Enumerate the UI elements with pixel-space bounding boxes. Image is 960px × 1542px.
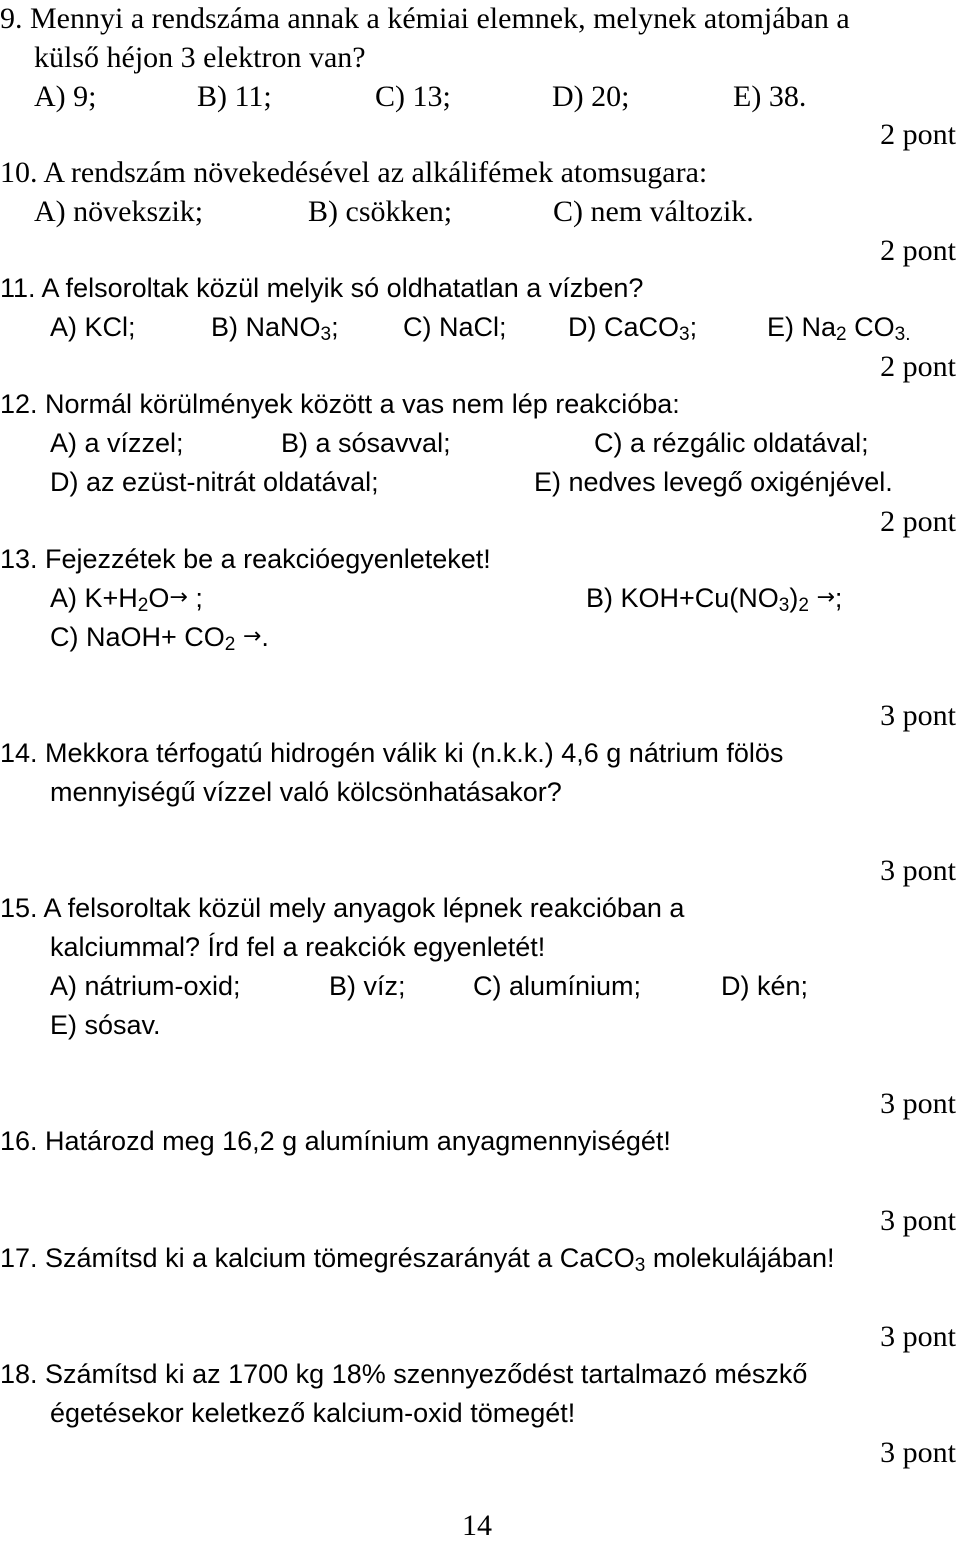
q14-text-line2: mennyiségű vízzel való kölcsönhatásakor? — [50, 777, 562, 807]
q10-text: 10. A rendszám növekedésével az alkálifémek atomsugara: — [0, 156, 708, 189]
q15-option-a: A) nátrium-oxid; — [50, 971, 241, 1001]
q18-text-line2: égetésekor keletkező kalcium-oxid tömegét! — [50, 1398, 576, 1428]
q13-text: 13. Fejezzétek be a reakcióegyenleteket! — [0, 544, 491, 574]
q12-option-d: D) az ezüst-nitrát oldatával; — [50, 467, 379, 497]
q11-option-b: B) NaNO$_3$; — [211, 312, 339, 345]
q16-points: 3 pont — [880, 1204, 956, 1237]
q16-text: 16. Határozd meg 16,2 g alumínium anyagmennyiségét! — [0, 1126, 671, 1156]
q9-option-b: B) 11; — [197, 80, 272, 113]
q11-option-c: C) NaCl; — [403, 312, 507, 342]
q11-points: 2 pont — [880, 350, 956, 383]
q13-points: 3 pont — [880, 699, 956, 732]
q12-points: 2 pont — [880, 505, 956, 538]
arrow-icon: → — [169, 585, 188, 610]
q12-option-c: C) a rézgálic oldatával; — [594, 428, 869, 458]
q12-option-a: A) a vízzel; — [50, 428, 184, 458]
arrow-icon: → — [242, 624, 262, 649]
q15-option-d: D) kén; — [721, 971, 809, 1001]
q15-option-c: C) alumínium; — [473, 971, 642, 1001]
q9-text-line1: 9. Mennyi a rendszáma annak a kémiai elemnek, melynek atomjában a — [0, 2, 850, 35]
q9-points: 2 pont — [880, 118, 956, 151]
q14-points: 3 pont — [880, 854, 956, 887]
q10-option-b: B) csökken; — [308, 195, 453, 228]
q15-option-e: E) sósav. — [50, 1010, 161, 1040]
q11-option-a: A) KCl; — [50, 312, 136, 342]
q15-points: 3 pont — [880, 1087, 956, 1120]
q9-option-c: C) 13; — [375, 80, 451, 113]
q11-option-e: E) $Na_2$ $CO_{3.}$ — [767, 312, 911, 345]
q10-points: 2 pont — [880, 234, 956, 267]
q9-option-e: E) 38. — [733, 80, 807, 113]
q13-equation-c: C) NaOH+ $CO_2$ →. — [50, 622, 269, 655]
q12-text: 12. Normál körülmények között a vas nem lép reakcióba: — [0, 389, 680, 419]
q15-option-b: B) víz; — [329, 971, 406, 1001]
q9-text-line2: külső héjon 3 elektron van? — [34, 41, 366, 74]
q17-text: 17. Számítsd ki a kalcium tömegrészarányát a CaCO$_3$ molekulájában! — [0, 1243, 835, 1276]
q12-option-b: B) a sósavval; — [281, 428, 451, 458]
q15-text-line2: kalciummal? Írd fel a reakciók egyenletét! — [50, 932, 546, 962]
q13-equation-a: A) $K+H_2O\to$ ; — [50, 583, 203, 616]
q17-points: 3 pont — [880, 1320, 956, 1353]
q10-option-c: C) nem változik. — [553, 195, 754, 228]
q18-points: 3 pont — [880, 1436, 956, 1469]
q13-equation-b: B) $KOH+Cu(NO_3)_2$ →; — [586, 583, 843, 616]
q14-text-line1: 14. Mekkora térfogatú hidrogén válik ki (n.k.k.) 4,6 g nátrium fölös — [0, 738, 784, 768]
q18-text-line1: 18. Számítsd ki az 1700 kg 18% szennyeződést tartalmazó mészkő — [0, 1359, 808, 1389]
q12-option-e: E) nedves levegő oxigénjével. — [534, 467, 893, 497]
page-number: 14 — [462, 1509, 492, 1542]
q11-text: 11. A felsoroltak közül melyik só oldhatatlan a vízben? — [0, 273, 644, 303]
q9-option-d: D) 20; — [552, 80, 630, 113]
q9-option-a: A) 9; — [34, 80, 97, 113]
q15-text-line1: 15. A felsoroltak közül mely anyagok lépnek reakcióban a — [0, 893, 685, 923]
q11-option-d: D) CaCO$_3$; — [568, 312, 698, 345]
q10-option-a: A) növekszik; — [34, 195, 204, 228]
arrow-icon: → — [816, 585, 835, 610]
